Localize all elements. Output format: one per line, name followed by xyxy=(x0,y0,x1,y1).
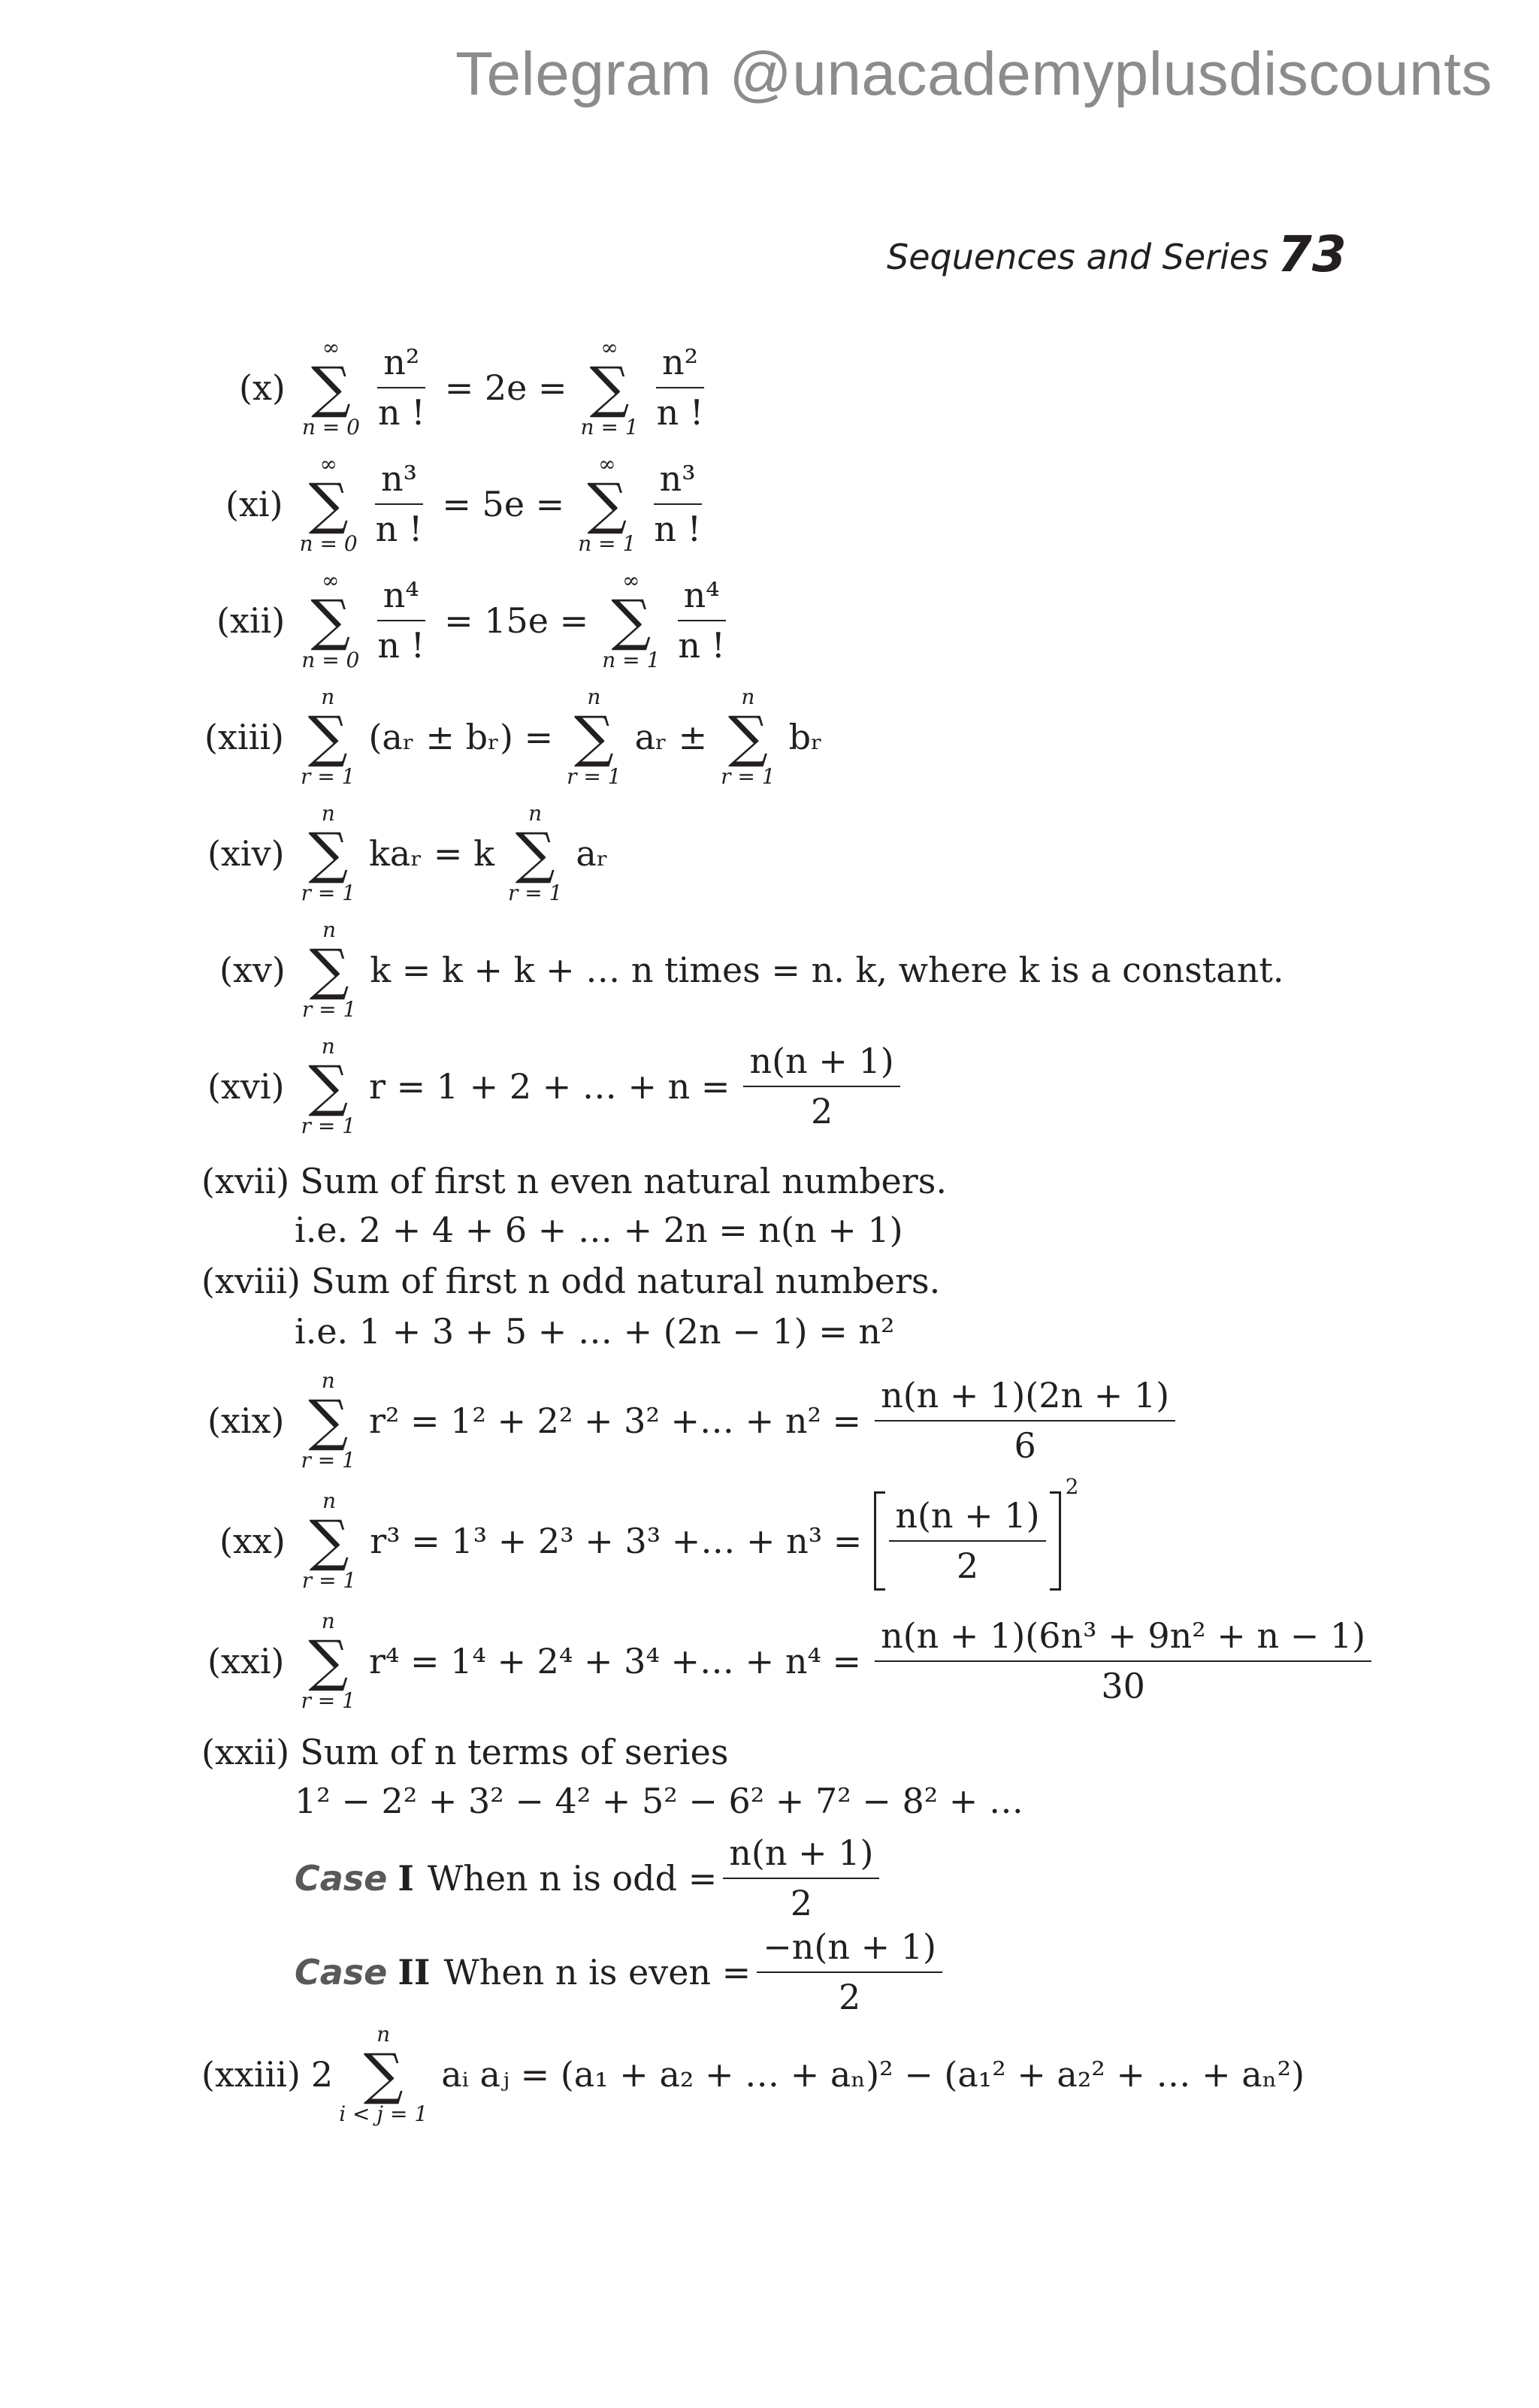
formula-xi xyxy=(225,451,713,557)
case-number: I xyxy=(398,1857,414,1899)
item-title: Sum of first n even natural numbers. xyxy=(300,1161,947,1201)
case-text: When n is odd = xyxy=(427,1857,718,1899)
summation: ∞ ∑ n = 1 xyxy=(580,335,639,440)
expression-text: aᵢ aⱼ = (a₁ + a₂ + … + aₙ)² − (a₁² + a₂² + … + aₙ²) xyxy=(441,2054,1305,2095)
formula-xx xyxy=(219,1474,1079,1594)
square-bracket xyxy=(874,1496,1060,1586)
summation: n ∑ i < j = 1 xyxy=(339,2022,428,2127)
expression-text: r⁴ = 1⁴ + 2⁴ + 3⁴ +… + n⁴ = xyxy=(368,1641,862,1682)
summation: ∞ ∑ n = 0 xyxy=(299,452,358,557)
summation: n ∑ r = 1 xyxy=(507,801,563,906)
expression-text: (aᵣ ± bᵣ) = xyxy=(368,717,554,758)
fraction: $\frac{\text{n³}}{n !}$ xyxy=(375,458,423,550)
fraction: $\frac{n(n + 1)(2n + 1)}{6}$ xyxy=(875,1376,1175,1466)
formula-xvii xyxy=(201,1161,947,1201)
summation: ∞ ∑ n = 1 xyxy=(602,568,661,673)
item-label: (xix) xyxy=(207,1400,285,1442)
item-detail: i.e. 2 + 4 + 6 + … + 2n = n(n + 1) xyxy=(295,1210,903,1250)
item-title: Sum of first n odd natural numbers. xyxy=(310,1261,941,1301)
case-label: Case xyxy=(295,1951,388,1993)
item-label: (xv) xyxy=(219,950,286,991)
fraction: $\frac{-n(n + 1)}{2}$ xyxy=(757,1927,942,2017)
formula-xviii-detail xyxy=(295,1311,894,1352)
item-title: Sum of n terms of series xyxy=(300,1732,729,1772)
item-label: (xii) xyxy=(216,600,286,642)
case-label: Case xyxy=(295,1857,388,1899)
fraction: $\frac{\text{n⁴}}{n !}$ xyxy=(678,575,726,666)
formula-xiii xyxy=(204,684,830,790)
fraction: $\frac{n(n + 1)}{2}$ xyxy=(889,1496,1045,1586)
expression-text: k = k + k + … n times = n. k, where k is a constant. xyxy=(370,950,1284,991)
watermark-text: Telegram @unacademyplusdiscounts xyxy=(455,40,1492,108)
formula-xxi xyxy=(207,1608,1377,1715)
summation: n ∑ r = 1 xyxy=(301,1368,355,1473)
summation: n ∑ r = 1 xyxy=(567,684,621,790)
item-label: (xxi) xyxy=(207,1641,285,1682)
case-number: II xyxy=(398,1951,431,1993)
case-text: When n is even = xyxy=(443,1951,751,1993)
equals-text: = 5e = xyxy=(442,484,565,525)
summation: ∞ ∑ n = 0 xyxy=(301,568,360,673)
running-head: Sequences and Series xyxy=(887,237,1269,277)
item-label: (xiii) xyxy=(204,717,284,758)
item-label: (xvi) xyxy=(207,1066,285,1107)
summation: ∞ ∑ n = 1 xyxy=(578,452,636,557)
summation: n ∑ r = 1 xyxy=(301,917,357,1023)
item-detail: i.e. 1 + 3 + 5 + … + (2n − 1) = n² xyxy=(295,1311,895,1352)
summation: ∞ ∑ n = 0 xyxy=(301,335,360,440)
formula-xv xyxy=(219,917,1291,1023)
expression-text: r = 1 + 2 + … + n = xyxy=(369,1066,730,1107)
item-label: (x) xyxy=(239,367,286,409)
formula-xvi xyxy=(207,1033,906,1140)
expression-text: r² = 1² + 2² + 3² +… + n² = xyxy=(368,1400,862,1442)
formula-xviii xyxy=(201,1261,940,1301)
formula-xxiii xyxy=(201,2021,1312,2128)
item-label: (xx) xyxy=(219,1521,286,1562)
formula-xix xyxy=(207,1367,1181,1474)
fraction: $\frac{n(n + 1)}{2}$ xyxy=(723,1833,879,1923)
item-label: (xxiii) xyxy=(201,2054,301,2095)
summation: n ∑ r = 1 xyxy=(301,1609,355,1714)
item-label: (xviii) xyxy=(201,1261,301,1301)
expression-text: kaᵣ = k xyxy=(369,833,494,875)
expression-text: r³ = 1³ + 2³ + 3³ +… + n³ = xyxy=(370,1521,863,1562)
formula-xxii xyxy=(201,1732,728,1772)
formula-x xyxy=(239,334,715,441)
expression-text: bᵣ xyxy=(788,717,824,758)
fraction: $\frac{\text{n²}}{n !}$ xyxy=(377,342,425,434)
summation: n ∑ r = 1 xyxy=(301,1488,357,1594)
expression-text: aᵣ ± xyxy=(634,717,708,758)
fraction: $\frac{\text{n(n + 1)(6n³ + 9n² + n − 1)}}{30}$ xyxy=(875,1616,1371,1706)
item-label: (xvii) xyxy=(201,1161,290,1201)
summation: n ∑ r = 1 xyxy=(301,801,356,906)
page-number: 73 xyxy=(1277,225,1347,283)
bracket-exponent: 2 xyxy=(1065,1474,1079,1499)
item-label: (xxii) xyxy=(201,1732,290,1772)
summation: n ∑ r = 1 xyxy=(301,1034,356,1139)
formula-xii xyxy=(216,567,737,674)
coefficient: 2 xyxy=(310,2054,334,2095)
equals-text: = 15e = xyxy=(444,600,589,642)
case-one xyxy=(295,1833,885,1923)
series-expression: 1² − 2² + 3² − 4² + 5² − 6² + 7² − 8² + … xyxy=(295,1781,1023,1821)
expression-text: aᵣ xyxy=(576,833,609,875)
fraction: $\frac{n(n + 1)}{2}$ xyxy=(743,1041,900,1131)
fraction: $\frac{\text{n⁴}}{n !}$ xyxy=(377,575,425,666)
summation: n ∑ r = 1 xyxy=(300,684,355,790)
item-label: (xiv) xyxy=(207,833,285,875)
formula-xiv xyxy=(207,800,616,907)
formula-xvii-detail xyxy=(295,1210,903,1250)
summation: n ∑ r = 1 xyxy=(721,684,776,790)
series-text xyxy=(295,1781,1023,1821)
fraction: $\frac{\text{n³}}{n !}$ xyxy=(654,458,702,550)
fraction: $\frac{\text{n²}}{n !}$ xyxy=(656,342,704,434)
case-two xyxy=(295,1927,948,2017)
item-label: (xi) xyxy=(225,484,283,525)
equals-text: = 2e = xyxy=(444,367,567,409)
